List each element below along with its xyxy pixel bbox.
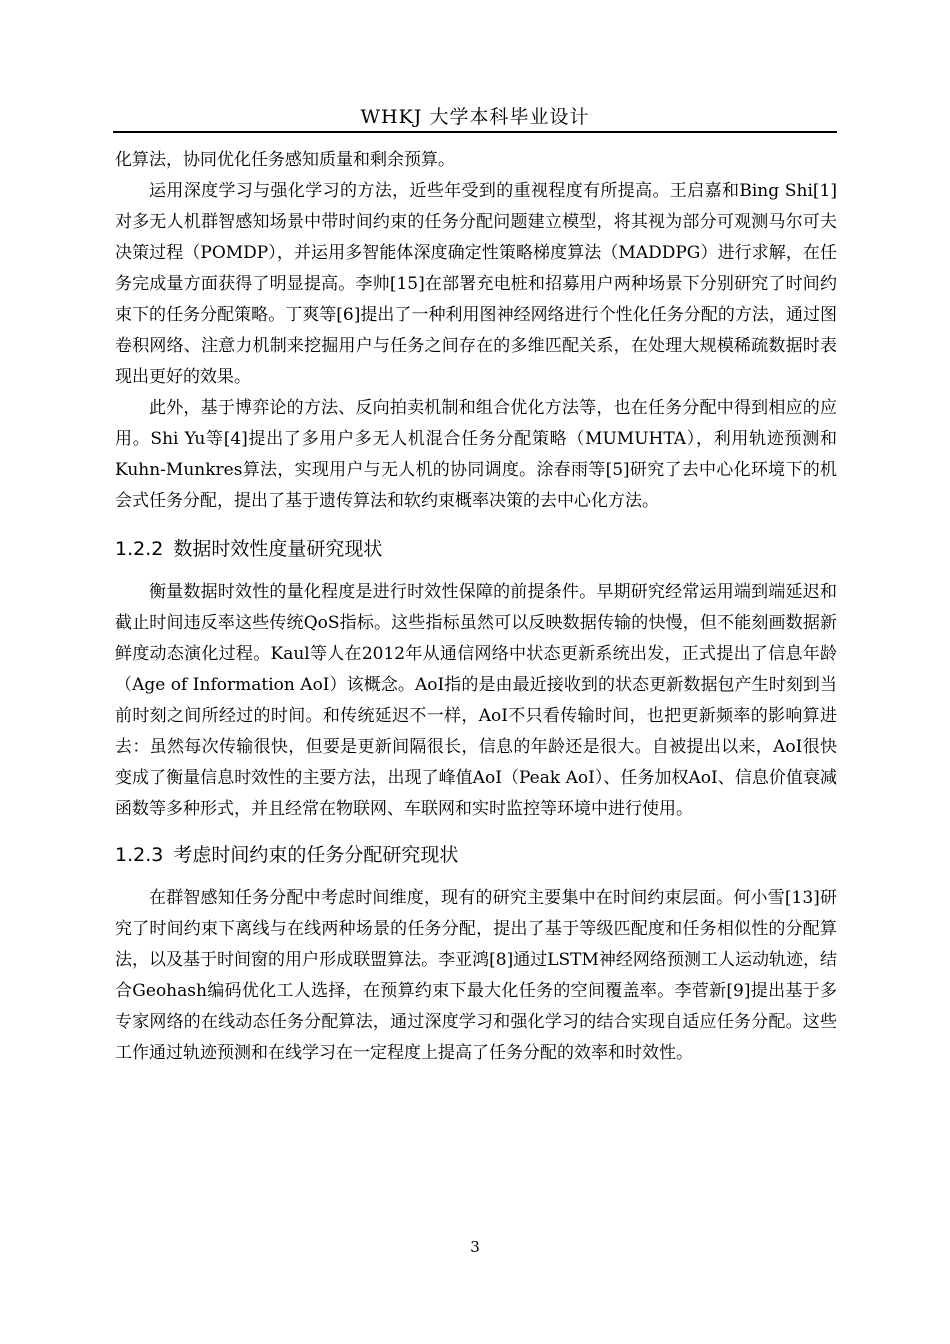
section-heading-1-2-2 [115, 535, 837, 563]
section-heading-1-2-3 [115, 841, 837, 869]
paragraph-deep-learning: 运用深度学习与强化学习的方法，近些年受到的重视程度有所提高。王启嘉和Bing Shi[1]对多无人机群智感知场景中带时间约束的任务分配问题建立模型，将其视为部分可观测马尔可夫决策过程（POMDP），并运用多智能体深度确定性策略梯度算法（MADDPG）进行求解，在任务完成量方面获得了明显提高。李帅[15]在部署充电桩和招募用户两种场景下分别研究了时间约束下的任务分配策略。丁爽等[6]提出了一种利用图神经网络进行个性化任务分配的方法，通过图卷积网络、注意力机制来挖掘用户与任务之间存在的多维匹配关系，在处理大规模稀疏数据时表现出更好的效果。 [115, 181, 837, 387]
paragraph-aoi: 衡量数据时效性的量化程度是进行时效性保障的前提条件。早期研究经常运用端到端延迟和截止时间违反率这些传统QoS指标。这些指标虽然可以反映数据传输的快慢，但不能刻画数据新鲜度动态演化过程。Kaul等人在2012年从通信网络中状态更新系统出发，正式提出了信息年龄（Age of Information AoI）该概念。AoI指的是由最近接收到的状态更新数据包产生时刻到当前时刻之间所经过的时间。和传统延迟不一样，AoI不只看传输时间，也把更新频率的影响算进去：虽然每次传输很快，但要是更新间隔很长，信息的年龄还是很大。自被提出以来，AoI很快变成了衡量信息时效性的主要方法，出现了峰值AoI（Peak AoI）、任务加权AoI、信息价值衰减函数等多种形式，并且经常在物联网、车联网和实时监控等环境中进行使用。 [115, 582, 837, 819]
page-number: 3 [470, 1238, 480, 1256]
header-divider [113, 131, 837, 133]
paragraph-game-theory: 此外，基于博弈论的方法、反向拍卖机制和组合优化方法等，也在任务分配中得到相应的应用。Shi Yu等[4]提出了多用户多无人机混合任务分配策略（MUMUHTA），利用轨迹预测和Kuhn-Munkres算法，实现用户与无人机的协同调度。涂春雨等[5]研究了去中心化环境下的机会式任务分配，提出了基于遗传算法和软约束概率决策的去中心化方法。 [115, 398, 837, 511]
section-number: 1.2.2 [115, 538, 164, 560]
paragraph-continuation: 化算法，协同优化任务感知质量和剩余预算。 [115, 150, 455, 170]
document-body [115, 145, 837, 1069]
paragraph-time-constraint: 在群智感知任务分配中考虑时间维度，现有的研究主要集中在时间约束层面。何小雪[13]研究了时间约束下离线与在线两种场景的任务分配，提出了基于等级匹配度和任务相似性的分配算法，以及基于时间窗的用户形成联盟算法。李亚鸿[8]通过LSTM神经网络预测工人运动轨迹，结合Geohash编码优化工人选择，在预算约束下最大化任务的空间覆盖率。李菅新[9]提出基于多专家网络的在线动态任务分配算法，通过深度学习和强化学习的结合实现自适应任务分配。这些工作通过轨迹预测和在线学习在一定程度上提高了任务分配的效率和时效性。 [115, 888, 837, 1063]
section-title: 考虑时间约束的任务分配研究现状 [173, 844, 459, 866]
page-header-title: WHKJ 大学本科毕业设计 [360, 106, 590, 128]
section-title: 数据时效性度量研究现状 [173, 538, 383, 560]
section-number: 1.2.3 [115, 844, 164, 866]
